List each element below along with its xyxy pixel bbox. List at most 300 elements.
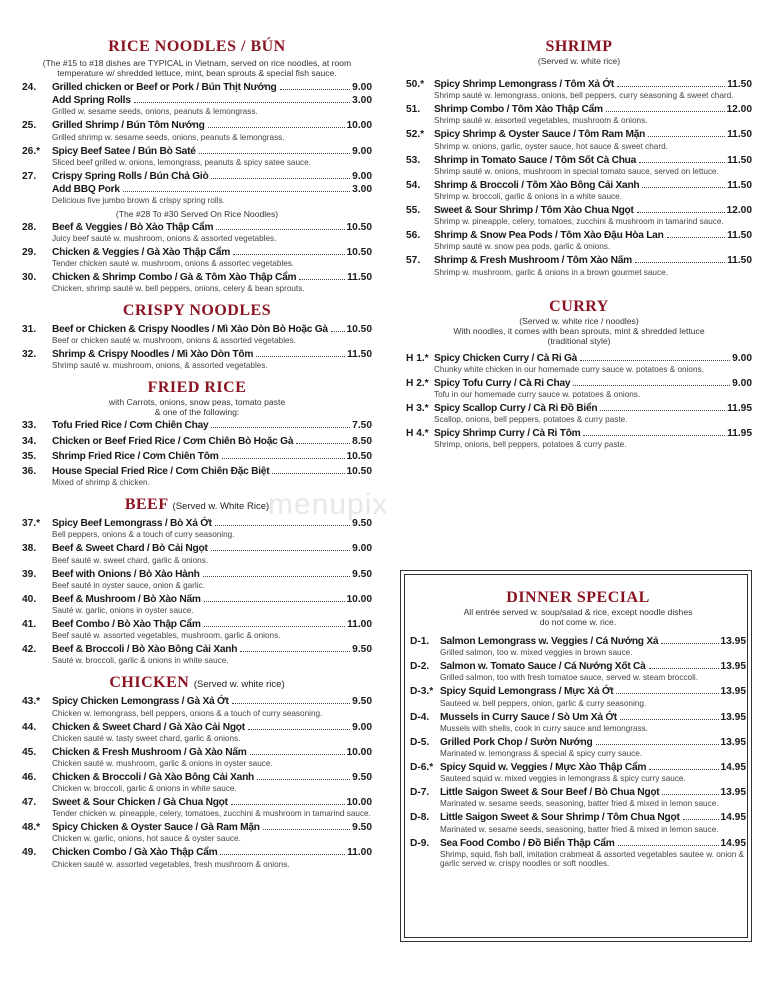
item-price: 11.95 (727, 428, 752, 440)
menu-item-row (22, 435, 372, 448)
item-number: D-1. (410, 636, 430, 647)
menu-item-row (22, 846, 372, 859)
menu-item-row (410, 786, 746, 799)
item-price: 11.50 (727, 154, 752, 166)
item-name: Shrimp & Broccoli / Tôm Xào Bông Cải Xanh (434, 179, 640, 191)
item-name: Sweet & Sour Chicken / Gà Chua Ngọt (52, 797, 228, 809)
item-number: 30. (22, 271, 37, 283)
item-price: 7.50 (352, 420, 372, 432)
item-price: 10.50 (346, 466, 372, 478)
item-number: H 4.* (406, 428, 429, 440)
item-name: Chicken & Broccoli / Gà Xào Bông Cải Xanh (52, 771, 255, 783)
menu-item-row (410, 635, 746, 648)
item-description: Beef sauté w. sweet chard, garlic & onions. (52, 555, 209, 565)
item-description: Marinated w. sesame seeds, seasoning, batter fried & mixed in lemon sauce. (440, 824, 719, 834)
chicken-title: CHICKEN (109, 674, 190, 692)
item-price: 9.00 (352, 170, 372, 182)
left-column (22, 38, 372, 872)
menu-item-row (22, 643, 372, 656)
leader-dots (204, 601, 345, 602)
leader-dots (211, 178, 350, 179)
item-description: Shrimp, onions, bell peppers, potatoes & curry paste. (434, 440, 627, 450)
item-description: Grilled salmon, too with fresh tomatoe sauce, served w. steam broccoli. (440, 673, 699, 683)
menu-item (406, 103, 752, 126)
item-price: 11.00 (347, 618, 372, 630)
item-name: Chicken & Veggies / Gà Xào Thập Cẩm (52, 246, 231, 258)
menu-item-row (406, 128, 752, 141)
rice-noodles-note: (The #15 to #18 dishes are TYPICAL in Vietnam, served on rice noodles, at room temperature w/ shredded lettuce, mint, bean sprouts & special fish sauce. (42, 58, 352, 78)
item-name: Spicy Tofu Curry / Cà Ri Chay (434, 377, 571, 389)
section-title-chicken (22, 674, 372, 694)
item-number: 35. (22, 450, 37, 462)
item-name: Shrimp & Snow Pea Pods / Tôm Xào Đậu Hòa Lan (434, 230, 664, 242)
menu-item-row (22, 542, 372, 555)
item-number: D-4. (410, 711, 430, 723)
item-number: 29. (22, 246, 37, 258)
item-description: Shrimp w. onions, garlic, oyster sauce, hot sauce & sweet chard. (434, 141, 668, 151)
item-number: 50.* (406, 79, 425, 90)
section-title-dinner-special: DINNER SPECIAL (506, 589, 650, 606)
menu-item (406, 377, 752, 400)
leader-dots (639, 162, 725, 163)
item-price: 10.50 (346, 450, 372, 462)
leader-dots (248, 729, 350, 730)
item-number: 24. (22, 82, 37, 93)
item-name: Shrimp Fried Rice / Cơm Chiên Tôm (52, 450, 219, 462)
menu-item (410, 711, 746, 734)
item-description: Mussels with shells, cook in curry sauce and lemongrass. (440, 723, 648, 733)
leader-dots (620, 719, 719, 720)
item-price: 10.00 (346, 797, 372, 809)
item-price: 13.95 (720, 636, 746, 647)
item-number: 54. (406, 179, 421, 191)
item-number: 41. (22, 618, 37, 630)
item-number: 53. (406, 154, 421, 166)
menu-item-row (22, 517, 372, 530)
leader-dots (648, 136, 725, 137)
item-number: 47. (22, 797, 37, 809)
item-price: 14.95 (720, 761, 746, 773)
section-title-beef (22, 496, 372, 516)
item-number: 26.* (22, 145, 41, 157)
item-number: 40. (22, 593, 37, 605)
item-price: 10.50 (346, 221, 372, 233)
menu-item (410, 786, 746, 809)
leader-dots (256, 356, 345, 357)
item-description: Shrimp w. mushroom, garlic & onions in a brown gourmet sauce. (434, 267, 668, 277)
item-name: Salmon Lemongrass w. Veggies / Cá Nướng Xả (440, 636, 659, 647)
item-description: Chunky white chicken in our homemade curry sauce w. potatoes & onions. (434, 364, 704, 374)
menu-item (406, 179, 752, 202)
item-number: H 2.* (406, 377, 429, 389)
menu-item (22, 517, 372, 540)
item-price: 10.00 (346, 746, 372, 758)
item-number: 45. (22, 746, 37, 758)
leader-dots (257, 779, 350, 780)
item-name: Spicy Shrimp Curry / Cà Ri Tôm (434, 428, 581, 440)
item-name: Chicken & Shrimp Combo / Gà & Tôm Xào Thập Cẩm (52, 271, 297, 283)
item-name: Chicken & Fresh Mushroom / Gà Xào Nấm (52, 746, 247, 758)
item-description: Shrimp sauté w. onions, mushroom in special tomato sauce, served on lettuce. (434, 166, 719, 176)
item-name: House Special Fried Rice / Cơm Chiên Đặc Biệt (52, 466, 270, 478)
menu-item (410, 837, 746, 869)
menu-item (22, 618, 372, 641)
item-price: 10.50 (346, 246, 372, 258)
item-number: H 3.* (406, 402, 429, 414)
watermark: menupix (268, 488, 389, 521)
leader-dots (204, 626, 345, 627)
menu-item (22, 246, 372, 269)
menu-item (22, 542, 372, 565)
item-description: Marinated w. sesame seeds, seasoning, batter fried & mixed in lemon sauce. (440, 799, 719, 809)
menu-item (406, 254, 752, 277)
menu-item (22, 643, 372, 666)
menu-item (22, 465, 372, 488)
menu-item-row (406, 179, 752, 192)
menu-item (22, 796, 372, 819)
item-name: Sweet & Sour Shrimp / Tôm Xào Chua Ngọt (434, 204, 634, 216)
leader-dots (683, 819, 719, 820)
item-name: Beef Combo / Bò Xào Thập Cẩm (52, 618, 201, 630)
chicken-list (22, 695, 372, 869)
item-description: Sliced beef grilled w. onions, lemongrass, peanuts & spicy satee sauce. (52, 157, 311, 167)
item-number: 42. (22, 644, 37, 656)
item-price: 12.00 (726, 104, 752, 116)
item-price: 9.50 (352, 644, 372, 656)
menu-item-row (406, 103, 752, 116)
item-name: Spicy Chicken & Oyster Sauce / Gà Ram Mặn (52, 822, 260, 834)
beef-title: BEEF (124, 496, 169, 514)
item-price: 10.50 (346, 324, 372, 336)
leader-dots (134, 102, 351, 103)
section-title-crispy-noodles: CRISPY NOODLES (122, 302, 272, 320)
menu-item (22, 81, 372, 117)
item-price: 12.00 (726, 204, 752, 216)
leader-dots (649, 769, 718, 770)
menu-item-row (22, 348, 372, 361)
item-description: Delicious five jumbo brown & crispy spring rolls. (52, 196, 225, 206)
item-name: Beef & Broccoli / Bò Xào Bông Cải Xanh (52, 644, 238, 656)
item-name: Spicy Shrimp Lemongrass / Tôm Xả Ớt (434, 79, 614, 90)
item-description: Sauté w. broccoli, garlic & onions in white sauce. (52, 656, 229, 666)
menu-item-row (22, 170, 372, 183)
item-number: 28. (22, 221, 37, 233)
dinner-special-box (400, 570, 752, 942)
curry-sub-3: (traditional style) (547, 335, 611, 346)
leader-dots (331, 331, 345, 332)
menu-item-row (406, 377, 752, 390)
item-description: Bell peppers, onions & a touch of curry seasoning. (52, 530, 235, 540)
menu-item (22, 435, 372, 448)
item-name: Beef & Veggies / Bò Xào Thập Cẩm (52, 221, 214, 233)
section-title-rice-noodles: RICE NOODLES / BÚN (108, 38, 286, 55)
item-price: 9.50 (352, 822, 372, 834)
item-description: Shrimp w. pineapple, celery, tomatoes, zucchini & mushroom in tamarind sauce. (434, 217, 724, 227)
beef-list (22, 517, 372, 666)
item-number: D-9. (410, 837, 430, 849)
item-name: Shrimp & Crispy Noodles / Mì Xào Dòn Tôm (52, 349, 254, 361)
item-description: Grilled shrimp w. sesame seeds, onions, peanuts & lemongrass. (52, 132, 285, 142)
item-price: 9.00 (732, 377, 752, 389)
menu-item-row (406, 78, 752, 91)
item-price: 9.00 (352, 82, 372, 93)
item-description: Sauteed w. bell peppers, onion, garlic & curry seasoning. (440, 698, 647, 708)
leader-dots (211, 550, 351, 551)
menu-item (22, 323, 372, 346)
item-price: 11.50 (347, 271, 372, 283)
item-number: 55. (406, 204, 421, 216)
item-description: Mixed of shrimp & chicken. (52, 478, 150, 488)
leader-dots (662, 794, 718, 795)
item-name: Tofu Fried Rice / Cơm Chiên Chay (52, 420, 209, 432)
item-name: Crispy Spring Rolls / Bún Chả Giò (52, 170, 209, 182)
item-name: Chicken Combo / Gà Xào Thập Cẩm (52, 847, 218, 859)
menu-item-row (22, 695, 372, 708)
item-description: Chicken w. lemongrass, bell peppers, onions & a touch of curry seasoning. (52, 708, 323, 718)
item-price: 9.50 (352, 771, 372, 783)
item-name: Spicy Squid w. Veggies / Mực Xào Thập Cẩm (440, 761, 647, 773)
menu-item (22, 221, 372, 244)
item-price: 13.95 (720, 686, 746, 698)
item-number: D-7. (410, 787, 430, 799)
item-description: Sauteed squid w. mixed veggies in lemongrass & spicy curry sauce. (440, 774, 686, 784)
item-price: 8.50 (352, 435, 372, 447)
leader-dots (280, 89, 351, 90)
menu-item-row (410, 837, 746, 850)
menu-item-row (410, 660, 746, 673)
item-price: 11.00 (347, 847, 372, 859)
menu-item (410, 660, 746, 683)
menu-item (406, 204, 752, 227)
menu-item (22, 846, 372, 869)
extra-price: 3.00 (352, 95, 372, 107)
item-name: Shrimp in Tomato Sauce / Tôm Sốt Cà Chua (434, 154, 637, 166)
leader-dots (216, 229, 344, 230)
shrimp-list (406, 78, 752, 277)
leader-dots (123, 191, 350, 192)
item-price: 9.00 (352, 543, 372, 555)
menu-item (410, 736, 746, 759)
leader-dots (222, 458, 345, 459)
fried-rice-sub-1: with Carrots, onions, snow peas, tomato paste (108, 397, 286, 408)
menu-item-row (406, 204, 752, 217)
section-title-curry: CURRY (549, 297, 609, 315)
menu-item (410, 635, 746, 658)
item-number: 37.* (22, 518, 41, 530)
item-price: 11.95 (727, 402, 752, 414)
item-number: 34. (22, 435, 37, 447)
item-description: Tender chicken w. pineapple, celery, tomatoes, zucchini & mushroom in tamarind sauce. (52, 809, 371, 819)
menu-item-row (406, 229, 752, 242)
item-description: Shrimp, squid, fish ball, imitation crabmeat & assorted vegetables sautee w. onion & garlic served w. crispy noodles or soft noodles. (440, 849, 745, 869)
menu-item (22, 170, 372, 206)
item-price: 9.00 (352, 145, 372, 157)
item-number: 44. (22, 721, 37, 733)
leader-dots (618, 845, 719, 846)
leader-dots (211, 427, 350, 428)
item-name: Beef & Mushroom / Bò Xào Nấm (52, 593, 201, 605)
leader-dots (272, 473, 344, 474)
item-description: Grilled w. sesame seeds, onions, peanuts & lemongrass. (52, 107, 258, 117)
item-number: 39. (22, 568, 37, 580)
fried-rice-list (22, 419, 372, 487)
menu-item (406, 229, 752, 252)
menu-item (22, 450, 372, 463)
leader-dots (616, 693, 718, 694)
item-name: Mussels in Curry Sauce / Sò Um Xả Ớt (440, 711, 617, 723)
item-name: Grilled Pork Chop / Sườn Nướng (440, 736, 593, 748)
leader-dots (606, 111, 725, 112)
item-name: Shrimp & Fresh Mushroom / Tôm Xào Nấm (434, 255, 632, 267)
item-price: 11.50 (727, 230, 752, 242)
menu-item-row (22, 81, 372, 94)
leader-dots (637, 212, 725, 213)
item-price: 10.00 (346, 593, 372, 605)
curry-sub-1: (Served w. white rice / noodles) (519, 315, 639, 326)
leader-dots (617, 86, 725, 87)
menu-item (22, 721, 372, 744)
item-description: Shrimp sauté w. lemongrass, onions, bell peppers, curry seasoning & sweet chard. (434, 91, 734, 101)
item-description: Sauté w. garlic, onions in oyster sauce. (52, 605, 194, 615)
item-description: Chicken w. garlic, onions, hot sauce & oyster sauce. (52, 834, 241, 844)
leader-dots (635, 262, 725, 263)
item-name: Spicy Chicken Lemongrass / Gà Xả Ớt (52, 696, 229, 708)
menu-item-row (410, 685, 746, 698)
item-description: Chicken, shrimp sauté w. bell peppers, onions, celery & bean sprouts. (52, 284, 305, 294)
item-number: 46. (22, 771, 37, 783)
menu-item-row (22, 323, 372, 336)
menu-item (22, 568, 372, 591)
menu-item-row (22, 145, 372, 158)
extra-name: Add Spring Rolls (52, 95, 131, 107)
curry-sub-2: With noodles, it comes with bean sprouts, mint & shredded lettuce (453, 325, 705, 336)
item-number: 52.* (406, 129, 425, 141)
menu-item-row (22, 771, 372, 784)
section-title-shrimp: SHRIMP (545, 38, 613, 55)
item-description: Chicken w. broccoli, garlic & onions in white sauce. (52, 784, 237, 794)
item-number: H 1.* (406, 352, 429, 364)
item-number: D-3.* (410, 686, 434, 698)
item-name: Salmon w. Tomato Sauce / Cá Nướng Xốt Cà (440, 661, 646, 673)
menu-item-row (410, 736, 746, 749)
item-number: 49. (22, 847, 37, 859)
menu-item (410, 761, 746, 784)
item-number: 38. (22, 543, 37, 555)
menu-item-row (406, 427, 752, 440)
item-description: Grilled salmon, too w. mixed veggies in brown sauce. (440, 648, 633, 658)
menu-item (22, 593, 372, 616)
item-name: Little Saigon Sweet & Sour Beef / Bò Chua Ngọt (440, 787, 660, 799)
item-price: 13.95 (720, 711, 746, 723)
menu-item (22, 145, 372, 168)
menu-item-row (406, 352, 752, 365)
menu-item-row (22, 119, 372, 132)
menu-item (406, 78, 752, 101)
item-number: D-5. (410, 736, 430, 748)
menu-item-extra-row (22, 94, 372, 107)
menu-item (22, 119, 372, 142)
item-number: 43.* (22, 696, 41, 708)
menu-item-row (410, 761, 746, 774)
item-price: 9.50 (352, 518, 372, 530)
menu-item-row (22, 465, 372, 478)
leader-dots (232, 703, 351, 704)
menu-item (22, 746, 372, 769)
item-price: 13.95 (720, 787, 746, 799)
item-description: Chicken sauté w. assorted vegetables, fresh mushroom & onions. (52, 859, 290, 869)
menu-item (22, 348, 372, 371)
menu-item-extra-row (22, 183, 372, 196)
item-price: 9.50 (352, 696, 372, 708)
item-description: Chicken sauté w. tasty sweet chard, garlic & onions. (52, 733, 241, 743)
leader-dots (203, 576, 351, 577)
section-title-fried-rice: FRIED RICE (147, 379, 247, 397)
leader-dots (240, 651, 350, 652)
dinner-special-content (410, 589, 746, 871)
menu-item (406, 128, 752, 151)
item-description: Juicy beef sauté w. mushroom, onions & assorted vegetables. (52, 233, 277, 243)
item-number: 25. (22, 120, 37, 132)
menu-item (410, 811, 746, 834)
dinner-special-sub-1: All entrée served w. soup/salad & rice, except noodle dishes (463, 607, 693, 617)
menu-item (22, 821, 372, 844)
leader-dots (649, 668, 719, 669)
menu-item (406, 154, 752, 177)
item-name: Beef with Onions / Bò Xào Hành (52, 568, 200, 580)
item-name: Beef & Sweet Chard / Bò Cải Ngọt (52, 543, 208, 555)
menu-item-row (410, 811, 746, 824)
item-number: 48.* (22, 822, 41, 834)
curry-list (406, 352, 752, 450)
item-price: 11.50 (727, 79, 752, 90)
item-price: 9.00 (732, 352, 752, 364)
leader-dots (296, 443, 350, 444)
item-number: 33. (22, 420, 37, 432)
item-price: 13.95 (720, 661, 746, 673)
leader-dots (596, 744, 719, 745)
item-description: Shrimp sauté w. assorted vegetables, mushroom & onions. (434, 116, 648, 126)
dinner-special-list (410, 635, 746, 869)
leader-dots (580, 360, 730, 361)
item-number: D-8. (410, 812, 430, 824)
item-number: 36. (22, 466, 37, 478)
item-price: 9.50 (352, 568, 372, 580)
item-number: D-6.* (410, 761, 434, 773)
item-price: 11.50 (727, 179, 752, 191)
menu-item-row (406, 402, 752, 415)
item-name: Beef or Chicken & Crispy Noodles / Mì Xào Dòn Bò Hoặc Gà (52, 324, 328, 336)
item-description: Tender chicken sauté w. mushroom, onions & assortec vegetables. (52, 258, 295, 268)
item-number: 57. (406, 255, 421, 267)
dinner-special-sub-2: do not come w. rice. (539, 617, 617, 627)
rice-noodles-list-2 (22, 221, 372, 294)
item-number: 51. (406, 104, 421, 116)
leader-dots (642, 187, 725, 188)
menu-item-row (22, 568, 372, 581)
menu-item-row (22, 246, 372, 259)
leader-dots (231, 804, 345, 805)
menu-item-row (22, 419, 372, 432)
item-name: Chicken or Beef Fried Rice / Cơm Chiên Bò Hoặc Gà (52, 435, 294, 447)
menu-item (22, 771, 372, 794)
leader-dots (583, 435, 725, 436)
item-price: 14.95 (720, 837, 746, 849)
item-description: Beef sauté w. assorted vegetables, mushroom, garlic & onions. (52, 631, 281, 641)
leader-dots (573, 385, 730, 386)
item-name: Spicy Beef Lemongrass / Bò Xả Ớt (52, 518, 212, 530)
item-price: 14.95 (720, 812, 746, 824)
leader-dots (233, 254, 344, 255)
